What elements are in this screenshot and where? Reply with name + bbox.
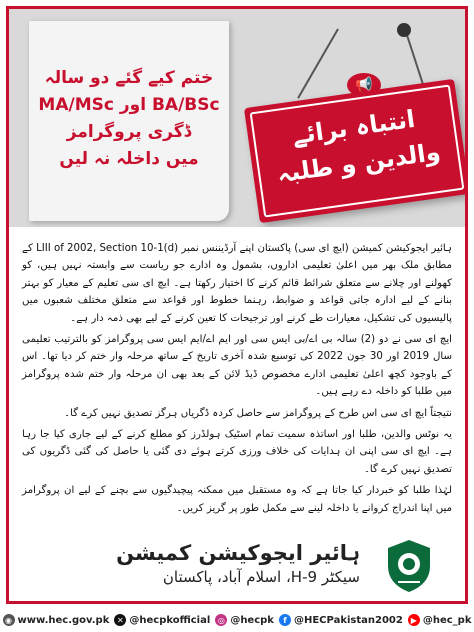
x-label: @hecpkofficial bbox=[129, 614, 211, 626]
megaphone-icon: 📢 bbox=[347, 73, 381, 97]
x-icon: ✕ bbox=[114, 614, 126, 626]
sign-string-left bbox=[297, 29, 339, 99]
social-links-bar bbox=[0, 608, 474, 632]
organization-name: ہائیر ایجوکیشن کمیشن bbox=[116, 541, 360, 565]
social-link-website[interactable] bbox=[3, 614, 110, 626]
facebook-label: @HECPakistan2002 bbox=[293, 614, 403, 626]
paper-note bbox=[29, 21, 229, 221]
hec-logo-icon bbox=[384, 538, 434, 594]
pin-icon bbox=[397, 23, 411, 37]
instagram-label: @hecpk bbox=[230, 614, 274, 626]
body-paragraph-4: یہ نوٹس والدین، طلبا اور اساتذہ سمیت تمام اسٹیک ہولڈرز کو مطلع کرنے کے لیے جاری کیا جا رہا ہے۔ ایچ ای سی اپنی ان ہدایات کی خلاف ورزی کرتے ہوئے دی گئی یا حاصل کی گئی ڈگریوں کی تصدیق نہیں کرے گا۔ bbox=[22, 429, 452, 475]
notice-body bbox=[22, 240, 452, 521]
footer-organization bbox=[40, 540, 360, 588]
social-link-x[interactable] bbox=[114, 614, 210, 626]
body-paragraph-2: ایچ ای سی نے دو (2) سالہ بی اے/بی ایس سی اور ایم اے/ایم ایس سی پروگرامز کو بالترتیب تعلیمی سال 2019 اور 30 جون 2022 کی توسیع شدہ آخری تاریخ کے ساتھ مرحلہ وار ختم کر دیا تھا۔ اس کے باوجود کچھ اعلیٰ تعلیمی ادارے مخصوص ڈیڈ لائن کے بعد بھی ان مرحلہ وار ختم شدہ پروگرامز میں طلبا کو داخلہ دے رہے ہیں۔ bbox=[22, 334, 452, 398]
paper-note-text bbox=[37, 65, 221, 173]
note-line-2: BA/BSc اور MA/MSc bbox=[38, 95, 220, 115]
note-line-1: ختم کیے گئے دو سالہ bbox=[44, 68, 214, 88]
globe-icon: ◉ bbox=[3, 614, 15, 626]
sign-line-2: والدین و طلبہ bbox=[275, 137, 443, 189]
note-line-4: میں داخلہ نہ لیں bbox=[59, 149, 199, 169]
instagram-icon: ◎ bbox=[215, 614, 227, 626]
body-paragraph-1: ہائیر ایجوکیشن کمیشن (ایچ ای سی) پاکستان اپنے آرڈیننس نمبر LIII of 2002, Section 10-1(d) کے مطابق ملک بھر میں اعلیٰ تعلیمی اداروں، بشمول وہ ادارے جو ریاست سے وابستہ نہیں ہیں، کو کھولنے اور چلانے سے متعلق شرائط قائم کرنے کا اختیار رکھتا ہے۔ ایچ ای سی تعلیم کے معیار کو بہتر بنانے کے لیے ادارہ جاتی قواعد و ضوابط، رہنما خطوط اور قواعد سے متعلق مختلف شعبوں میں پالیسیوں کی تشکیل، معیارات طے کرنے اور ترجیحات کا تعین کرنے کے لیے بھی ذمہ دار ہے۔ bbox=[22, 243, 452, 324]
note-line-3: ڈگری پروگرامز bbox=[66, 122, 192, 142]
warning-sign bbox=[244, 79, 465, 223]
youtube-icon: ▶ bbox=[408, 614, 420, 626]
body-paragraph-5: لہٰذا طلبا کو خبردار کیا جاتا ہے کہ وہ مستقبل میں ممکنہ پیچیدگیوں سے بچنے کے لیے ان پروگرامز میں اپنا اندراج کروانے یا داخلہ لینے سے مکمل طور پر گریز کریں۔ bbox=[22, 485, 452, 514]
youtube-label: @hec_pk bbox=[422, 614, 472, 626]
social-link-facebook[interactable] bbox=[279, 614, 403, 626]
social-link-youtube[interactable] bbox=[408, 614, 472, 626]
facebook-icon: f bbox=[279, 614, 291, 626]
social-link-instagram[interactable] bbox=[215, 614, 274, 626]
notice-header bbox=[9, 9, 465, 227]
website-label: www.hec.gov.pk bbox=[17, 614, 110, 626]
sign-line-1: انتباہ برائے bbox=[290, 104, 417, 150]
organization-address: سیکٹر H-9، اسلام آباد، پاکستان bbox=[162, 568, 360, 586]
body-paragraph-3: نتیجتاً ایچ ای سی اس طرح کے پروگرامز سے حاصل کردہ ڈگریاں ہرگز تصدیق نہیں کرے گا۔ bbox=[64, 407, 452, 419]
